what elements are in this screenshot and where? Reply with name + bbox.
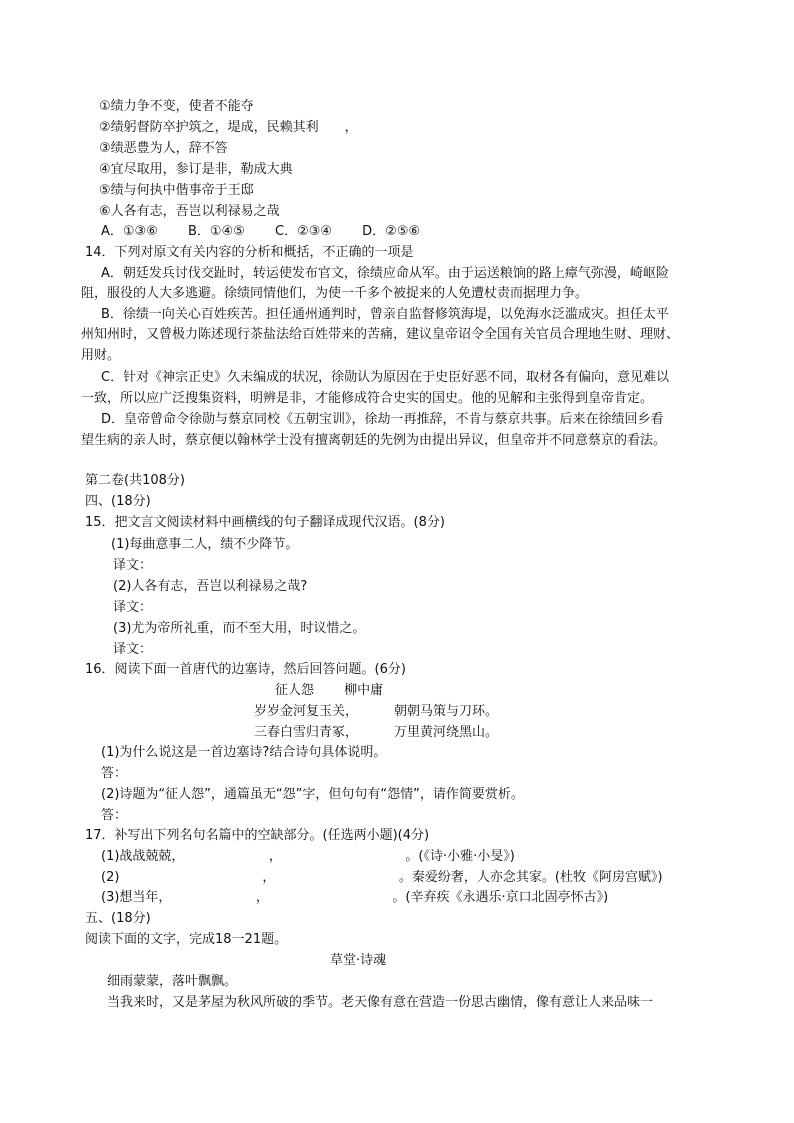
q15-stem: 15．把文言文阅读材料中画横线的句子翻译成现代汉语。(8分) xyxy=(85,515,445,530)
essay-paragraph-1: 细雨蒙蒙，落叶飘飘。 xyxy=(107,974,238,989)
q15-sentence-3: (3)尤为帝所礼重，而不至大用，时议惜之。 xyxy=(113,621,366,636)
q17-stem: 17．补写出下列名句名篇中的空缺部分。(任选两小题)(4分) xyxy=(85,828,430,843)
q15-sentence-1: (1)每曲意事二人，绩不少降节。 xyxy=(111,537,299,552)
q14-option-c-cont: 一致，所以应广泛搜集资料，明辨是非，才能修成符合史实的国史。他的见解和主张得到皇帝肯定。 xyxy=(81,391,654,406)
q16-question-1: (1)为什么说这是一首边塞诗?结合诗句具体说明。 xyxy=(101,745,387,760)
q17-item-1: (1)战战兢兢， ， 。(《诗·小雅·小旻》) xyxy=(101,849,515,864)
q14-option-b-cont2: 用财。 xyxy=(81,348,121,363)
poem-line-1a: 岁岁金河复玉关， xyxy=(254,704,359,719)
q13-item-3: ③绩恶豊为人，辞不答 xyxy=(99,141,228,156)
q14-option-b-cont: 州知州时，又曾极力陈述现行茶盐法给百姓带来的苦痛，建议皇帝诏令全国有关官员合理地生财、理财、 xyxy=(81,327,680,342)
q14-option-c: C．针对《神宗正史》久未编成的状况，徐勋认为原因在于史臣好恶不同，取材各有偏向，意见难以 xyxy=(101,370,670,385)
reading-intro: 阅读下面的文字，完成18一21题。 xyxy=(85,932,288,947)
q14-option-a: A．朝廷发兵讨伐交趾时，转运使发布官文，徐绩应命从军。由于运送粮饷的路上瘴气弥漫，崎岖险 xyxy=(101,266,669,281)
poem-line-1b: 朝朝马策与刀环。 xyxy=(394,704,499,719)
q17-item-3: (3)想当年， ， 。(辛弃疾《永遇乐·京口北固亭怀古》) xyxy=(101,890,609,905)
q15-translation-3: 译文： xyxy=(113,642,153,657)
essay-paragraph-2: 当我来时，又是茅屋为秋风所破的季节。老天像有意在营造一份思古幽情，像有意让人来品味一 xyxy=(107,995,654,1010)
q13-item-1: ①绩力争不变，使者不能夺 xyxy=(99,99,254,114)
q14-option-a-cont: 阻，服役的人大多逃避。徐绩同情他们，为使一千多个被捉来的人免遭杖责而据理力争。 xyxy=(81,286,589,301)
q15-sentence-2: (2)人各有志，吾岂以利禄易之哉? xyxy=(113,579,308,594)
q16-question-2: (2)诗题为“征人怨”，通篇虽无“怨”字，但句句有“怨情”，请作简要赏析。 xyxy=(101,787,524,802)
q13-options: A．①③⑥ B．①④⑤ C．②③④ D．②⑤⑥ xyxy=(101,224,421,239)
q13-item-5: ⑤绩与何执中偕事帝于王邸 xyxy=(99,183,254,198)
poem-title: 征人怨 柳中庸 xyxy=(275,683,384,698)
section-4-heading: 四、(18分) xyxy=(85,494,151,509)
q14-stem: 14．下列对原文有关内容的分析和概括，不正确的一项是 xyxy=(85,245,414,260)
q15-translation-2: 译文： xyxy=(113,600,153,615)
essay-title: 草堂·诗魂 xyxy=(330,953,387,968)
q17-item-2: (2) ， 。秦爱纷奢，人亦念其家。(杜牧《阿房宫赋》) xyxy=(101,870,663,885)
poem-line-2b: 万里黄河绕黑山。 xyxy=(394,725,499,740)
q14-option-d-cont: 望生病的亲人时，蔡京便以翰林学士没有擅离朝廷的先例为由提出异议，但皇帝并不同意蔡京的看法。 xyxy=(81,433,667,448)
poem-line-2a: 三春白雪归青冢， xyxy=(254,725,359,740)
q14-option-d: D．皇帝曾命令徐勋与蔡京同校《五朝宝训》，徐劫一再推辞，不肯与蔡京共事。后来在徐绩回乡看 xyxy=(101,412,664,427)
q14-option-b: B．徐绩一向关心百姓疾苦。担任通州通判时，曾亲自监督修筑海堤，以免海水泛滥成灾。担任太平 xyxy=(101,307,669,322)
q16-stem: 16．阅读下面一首唐代的边塞诗，然后回答问题。(6分) xyxy=(85,662,406,677)
q13-item-4: ④宜尽取用，参订是非，勒成大典 xyxy=(99,162,293,177)
q13-item-6: ⑥人各有志，吾岂以利禄易之哉 xyxy=(99,204,280,219)
section-5-heading: 五、(18分) xyxy=(85,911,151,926)
volume-2-heading: 第二卷(共108分) xyxy=(85,473,185,488)
q16-answer-1: 答： xyxy=(101,766,128,781)
q15-translation-1: 译文： xyxy=(113,558,153,573)
q16-answer-2: 答： xyxy=(101,808,128,823)
q13-item-2: ②绩躬督防卒护筑之，堤成，民赖其利 ， xyxy=(99,120,358,135)
